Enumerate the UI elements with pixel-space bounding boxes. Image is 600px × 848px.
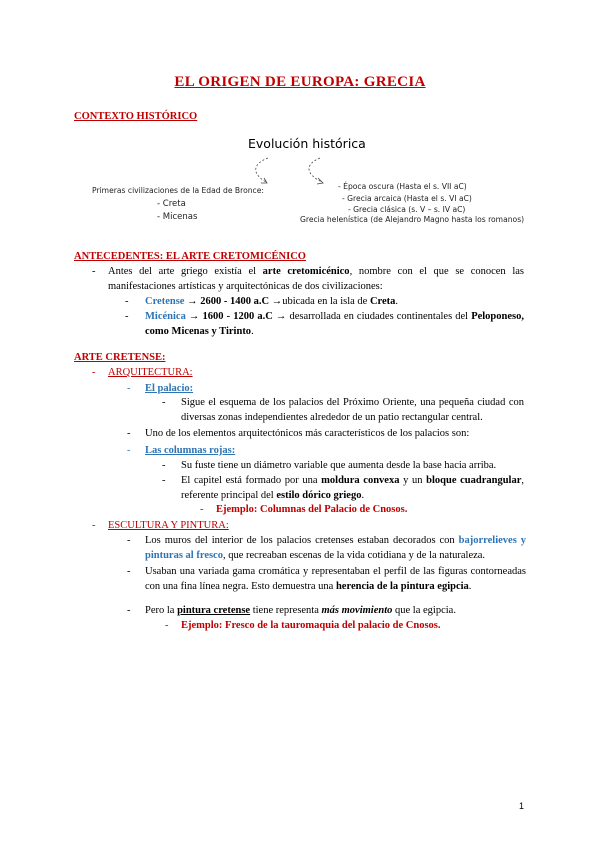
text: Antes del arte griego existía el: [108, 266, 263, 277]
subheading-arquitectura: ARQUITECTURA:: [108, 367, 193, 378]
bullet-dash: -: [200, 504, 204, 515]
text-fuste: Su fuste tiene un diámetro variable que aumenta desde la base hacia arriba.: [181, 460, 497, 471]
text: tiene representa: [250, 605, 322, 616]
dashed-arrow-right: [309, 158, 322, 182]
bullet-dash: -: [127, 428, 131, 439]
text: Los muros del interior de los palacios cretenses estaban decorados con: [145, 535, 459, 546]
section-heading-contexto: CONTEXTO HISTÓRICO: [74, 111, 198, 122]
term: más movimiento: [321, 605, 393, 616]
bullet-dash: -: [127, 535, 131, 546]
text: .: [361, 489, 365, 501]
text-muros: [145, 534, 526, 563]
diagram-title: Evolución histórica: [248, 136, 366, 151]
subheading-palacio: El palacio:: [145, 383, 194, 394]
term: bajorrelieves y pinturas al fresco: [145, 535, 526, 561]
example-fresco: Ejemplo: Fresco de la tauromaquia del palacio de Cnosos.: [181, 620, 441, 631]
text: .: [395, 296, 399, 307]
bullet-dash: -: [162, 460, 166, 471]
civ-name-cretense: Cretense: [145, 296, 185, 307]
dashed-arrow-left: [256, 158, 268, 182]
term: estilo dórico griego: [276, 489, 362, 501]
bullet-dash: -: [127, 605, 131, 616]
diagram-right-item: - Época oscura (Hasta el s. VII aC): [338, 182, 467, 191]
text: Usaban una variada gama cromática y representaban el perfil de las figuras contorneadas con una fina línea negra. Esto demuestra una: [145, 566, 526, 592]
text: →ubicada en la isla de: [269, 296, 370, 307]
bullet-dash: -: [127, 445, 131, 456]
item-cretense: [145, 295, 398, 309]
diagram-right-item: - Grecia arcaica (Hasta el s. VI aC): [342, 194, 472, 203]
diagram-right-item: - Grecia clásica (s. V – s. IV aC): [348, 205, 466, 214]
bullet-dash: -: [92, 520, 96, 531]
bullet-dash: -: [162, 397, 166, 408]
text: , nombre con el que se conocen las manifestaciones artísticas y arquitectónicas de dos civilizaciones:: [108, 266, 524, 292]
diagram-left-item: - Creta: [157, 199, 186, 209]
bullet-dash: -: [127, 383, 131, 394]
example-columnas: Ejemplo: Columnas del Palacio de Cnosos.: [216, 504, 408, 515]
diagram-left-item: - Micenas: [157, 212, 198, 222]
bullet-dash: -: [92, 266, 96, 277]
text-gama: [145, 565, 526, 594]
term-cretomicenico: arte cretomicénico: [262, 266, 350, 277]
text-palacio: Sigue el esquema de los palacios del Próximo Oriente, una pequeña ciudad con diversas zonas independientes alrededor de un patio rectangular central.: [181, 397, 524, 423]
text: El capitel está formado por una: [181, 475, 322, 486]
page-number: 1: [519, 801, 525, 811]
text: y un: [399, 475, 427, 486]
text: , que recreaban escenas de la vida cotidiana y de la naturaleza.: [222, 549, 486, 561]
bullet-dash: -: [127, 566, 131, 577]
text-movimiento: [145, 604, 456, 618]
term: herencia de la pintura egipcia: [335, 580, 469, 592]
section-heading-cretense: ARTE CRETENSE:: [74, 352, 166, 363]
item-micenica: [145, 310, 524, 339]
term: pintura cretense: [177, 605, 251, 616]
text: , referente principal del: [181, 475, 525, 501]
text: .: [468, 580, 472, 592]
civ-name-micenica: Micénica: [145, 311, 186, 322]
bullet-dash: -: [125, 296, 129, 307]
diagram-left-heading: Primeras civilizaciones de la Edad de Bronce:: [92, 186, 264, 195]
bullet-dash: -: [92, 367, 96, 378]
text: que la egipcia.: [392, 605, 456, 616]
text-capitel: [181, 474, 524, 503]
section-heading-antecedentes: ANTECEDENTES: EL ARTE CRETOMICÉNICO: [74, 251, 306, 262]
text-elementos: Uno de los elementos arquitectónicos más característicos de los palacios son:: [145, 428, 470, 439]
text: .: [251, 325, 254, 337]
page-title: EL ORIGEN DE EUROPA: GRECIA: [174, 74, 426, 90]
dates: → 1600 - 1200 a.C: [185, 311, 273, 322]
dates: → 2600 - 1400 a.C: [184, 296, 270, 307]
bullet-dash: -: [165, 620, 169, 631]
term: moldura convexa: [321, 475, 400, 486]
place: Creta: [369, 296, 396, 307]
term: bloque cuadrangular: [426, 475, 522, 486]
bullet-dash: -: [162, 475, 166, 486]
paragraph-antecedentes: [108, 265, 524, 294]
text: → desarrollada en ciudades continentales del: [272, 311, 472, 322]
place: Peloponeso, como Micenas y Tirinto: [145, 311, 524, 337]
bullet-dash: -: [125, 311, 129, 322]
diagram-right-item: Grecia helenística (de Alejandro Magno hasta los romanos): [300, 215, 525, 224]
subheading-columnas: Las columnas rojas:: [145, 445, 236, 456]
subheading-escultura: ESCULTURA Y PINTURA:: [108, 520, 229, 531]
text: Pero la: [145, 605, 178, 616]
